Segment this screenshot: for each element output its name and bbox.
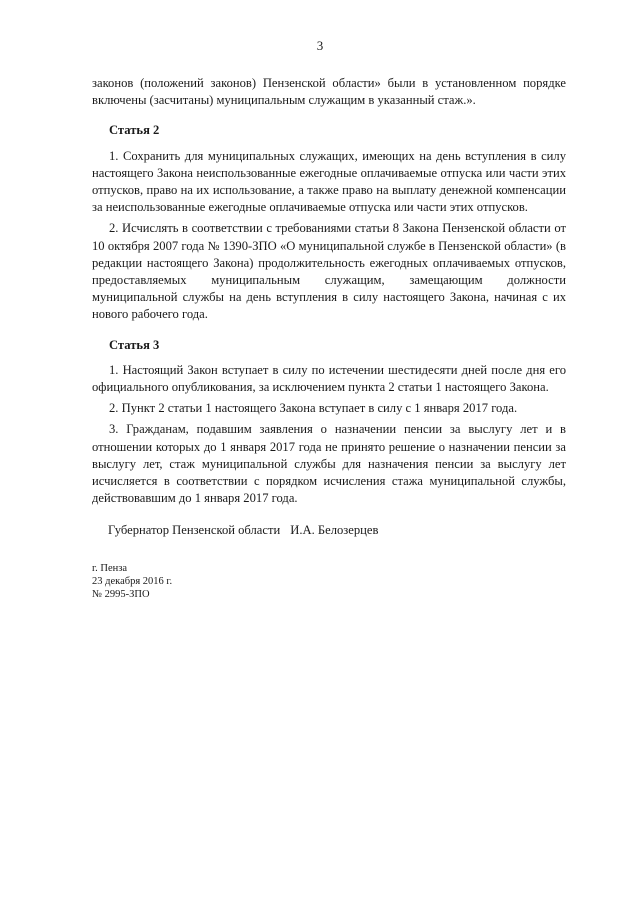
footer-city: г. Пенза [92,563,128,574]
article-heading: Статья 2 [109,123,160,138]
article-3-paragraph-3: 3. Гражданам, подавшим заявления о назначении пенсии за выслугу лет и в отношении которых до 1 января 2017 года не принято решение о назначении пенсии за выслугу лет, стаж муниципальной службы для назначения пенсии за выслугу лет исчисляется в соответствии с порядком исчисления стажа муниципальной службы, действовавшим до 1 января 2017 года. [92,422,566,506]
document-footer [92,562,172,601]
signatory-title: Губернатор Пензенской области [108,523,281,537]
article-3 [92,337,566,508]
signature-line [108,523,378,538]
page-number: 3 [316,38,324,53]
article-3-paragraph-1: 1. Настоящий Закон вступает в силу по истечении шестидесяти дней после дня его официального опубликования, за исключением пункта 2 статьи 1 настоящего Закона. [92,362,566,395]
signatory-name: И.А. Белозерцев [290,523,379,537]
document-body [92,75,566,511]
article-2-paragraph-1: 1. Сохранить для муниципальных служащих, имеющих на день вступления в силу настоящего Закона неиспользованные ежегодные оплачиваемые отпуска или части этих отпусков, право на их использование, а также право на выплату денежной компенсации за неиспользованные ежегодные оплачиваемые отпуска или части этих отпусков. [92,148,566,215]
footer-date: 23 декабря 2016 г. [92,576,173,587]
intro-paragraph: законов (положений законов) Пензенской области» были в установленном порядке включены (засчитаны) муниципальным служащим в указанный стаж.». [92,76,566,108]
article-2-paragraph-2: 2. Исчислять в соответствии с требованиями статьи 8 Закона Пензенской области от 10 октября 2007 года № 1390-ЗПО «О муниципальной службе в Пензенской области» (в редакции настоящего Закона) продолжительность ежегодных оплачиваемых отпусков, предоставляемых муниципальным служащим, замещающим должности муниципальной службы на день вступления в силу настоящего Закона, начиная с их нового рабочего года. [92,221,566,322]
article-2 [92,122,566,323]
article-3-paragraph-2: 2. Пункт 2 статьи 1 настоящего Закона вступает в силу с 1 января 2017 года. [109,401,518,416]
article-heading: Статья 3 [109,337,160,352]
footer-number: № 2995-ЗПО [92,589,150,600]
